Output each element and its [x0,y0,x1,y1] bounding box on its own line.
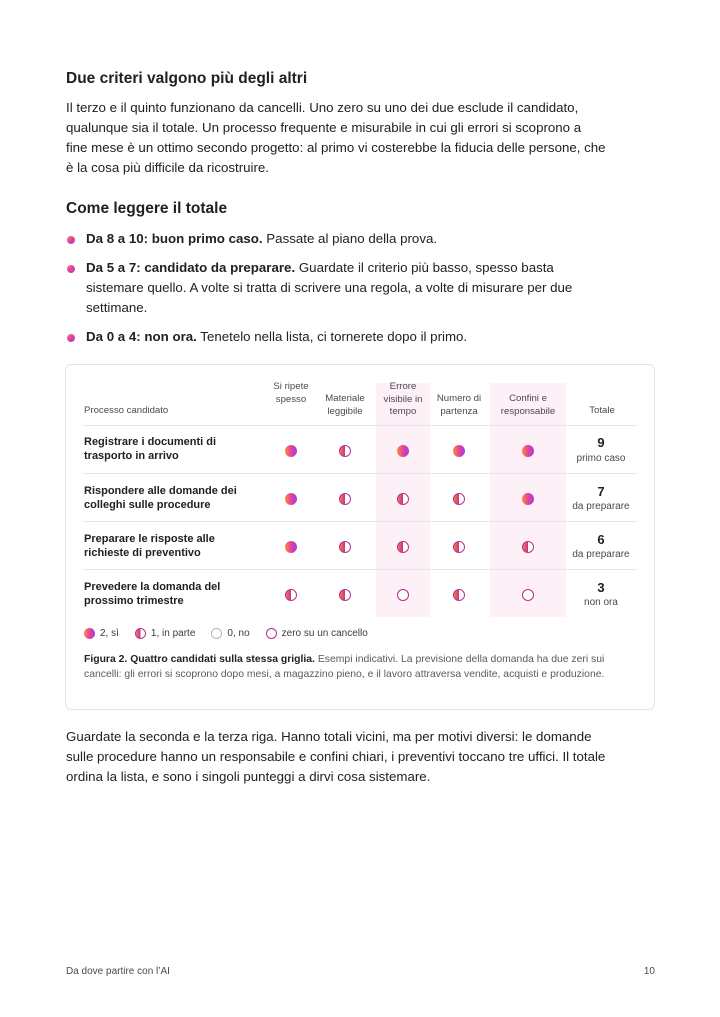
process-name-row-4: Prevedere la domanda del prossimo trimestre [84,581,221,607]
full-score-icon [84,628,95,639]
half-score-icon [285,589,297,601]
total-value-row-4: 3 [597,580,605,595]
full-score-icon [522,493,534,505]
gate-zero-icon [397,589,409,601]
half-score-icon [453,493,465,505]
gate-zero-icon [522,589,534,601]
process-name-row-2: Rispondere alle domande dei colleghi sulle procedure [84,485,237,511]
row-divider [83,521,637,522]
bullet-text: Passate al piano della prova. [262,231,438,246]
total-value-row-1: 9 [597,435,605,450]
figure-legend [84,628,384,639]
header-total: Totale [589,405,615,416]
full-score-icon [453,445,465,457]
legend-label-gate: zero su un cancello [281,628,368,639]
scoring-grid-figure [65,364,655,710]
full-score-icon [285,541,297,553]
full-score-icon [285,445,297,457]
bullet-dot-icon [67,236,75,244]
total-value-row-3: 6 [597,532,605,547]
half-score-icon [135,628,146,639]
bullet-list [66,229,586,356]
legend-label-full: 2, sì [100,628,119,639]
page-number: 10 [643,966,655,977]
header-criterion-1: Si ripete spesso [273,381,309,405]
half-score-icon [397,493,409,505]
full-score-icon [397,445,409,457]
header-criterion-3: Errore visibile in tempo [383,381,423,417]
row-divider [83,569,637,570]
header-criterion-5: Confini e responsabile [500,393,556,417]
footer-title: Da dove partire con l’AI [66,966,170,977]
section-heading-totale: Come leggere il totale [66,200,228,217]
legend-label-zero: 0, no [227,628,250,639]
half-score-icon [397,541,409,553]
bullet-text: Guardate il criterio più basso, spesso basta sistemare quello. A volte si tratta di scrivere una regola, a volte di misurare per due settimane. [86,260,573,315]
total-label-row-2: da preparare [572,501,630,512]
half-score-icon [522,541,534,553]
legend-item-half [135,628,195,639]
full-score-icon [522,445,534,457]
bullet-dot-icon [67,265,75,273]
section-heading-criteri: Due criteri valgono più degli altri [66,70,308,87]
bullet-bold: Da 8 a 10: buon primo caso. [86,231,263,246]
half-score-icon [339,589,351,601]
header-criterion-4: Numero di partenza [436,393,482,417]
half-score-icon [339,493,351,505]
bullet-bold: Da 0 a 4: non ora. [86,329,197,344]
bullet-item [66,229,586,249]
process-name-row-1: Registrare i documenti di trasporto in arrivo [84,436,217,462]
bullet-dot-icon [67,334,75,342]
figure-caption [84,652,638,682]
legend-label-half: 1, in parte [150,628,196,639]
total-label-row-1: primo caso [576,453,626,464]
half-score-icon [453,589,465,601]
row-divider [83,473,637,474]
zero-score-icon [211,628,222,639]
half-score-icon [453,541,465,553]
half-score-icon [339,445,351,457]
total-value-row-2: 7 [597,484,605,499]
total-label-row-4: non ora [584,597,618,608]
gate-zero-icon [266,628,277,639]
bullet-item [66,258,586,318]
full-score-icon [285,493,297,505]
legend-item-gate [266,628,368,639]
legend-item-zero [211,628,249,639]
paragraph-cancelli: Il terzo e il quinto funzionano da cancelli. Uno zero su uno dei due esclude il candidato, qualunque sia il totale. Un processo frequente e misurabile in cui gli errori si scoprono a fine mese è un ottimo secondo progetto: al primo vi costerebbe la fiducia delle persone, che è la cosa più difficile da ricostruire. [66,100,606,175]
caption-title: Figura 2. Quattro candidati sulla stessa griglia. [84,654,315,665]
legend-item-full [84,628,119,639]
bullet-item [66,327,586,347]
bullet-bold: Da 5 a 7: candidato da preparare. [86,260,296,275]
half-score-icon [339,541,351,553]
header-criterion-2: Materiale leggibile [325,393,365,417]
process-name-row-3: Preparare le risposte alle richieste di preventivo [84,533,215,559]
bullet-text: Tenetelo nella lista, ci tornerete dopo il primo. [196,329,468,344]
header-process: Processo candidato [84,405,169,416]
paragraph-closing: Guardate la seconda e la terza riga. Hanno totali vicini, ma per motivi diversi: le domande sulle procedure hanno un responsabile e confini chiari, i preventivi toccano tre uffici. Il totale ordina la lista, e sono i singoli punteggi a dirvi cosa sistemare. [66,729,606,784]
caption-text: Esempi indicativi. La previsione della domanda ha due zeri sui cancelli: gli errori si scoprono dopo mesi, a magazzino pieno, e il lavoro attraversa vendite, acquisti e produzione. [84,654,605,680]
total-label-row-3: da preparare [572,549,630,560]
row-divider [83,425,637,426]
